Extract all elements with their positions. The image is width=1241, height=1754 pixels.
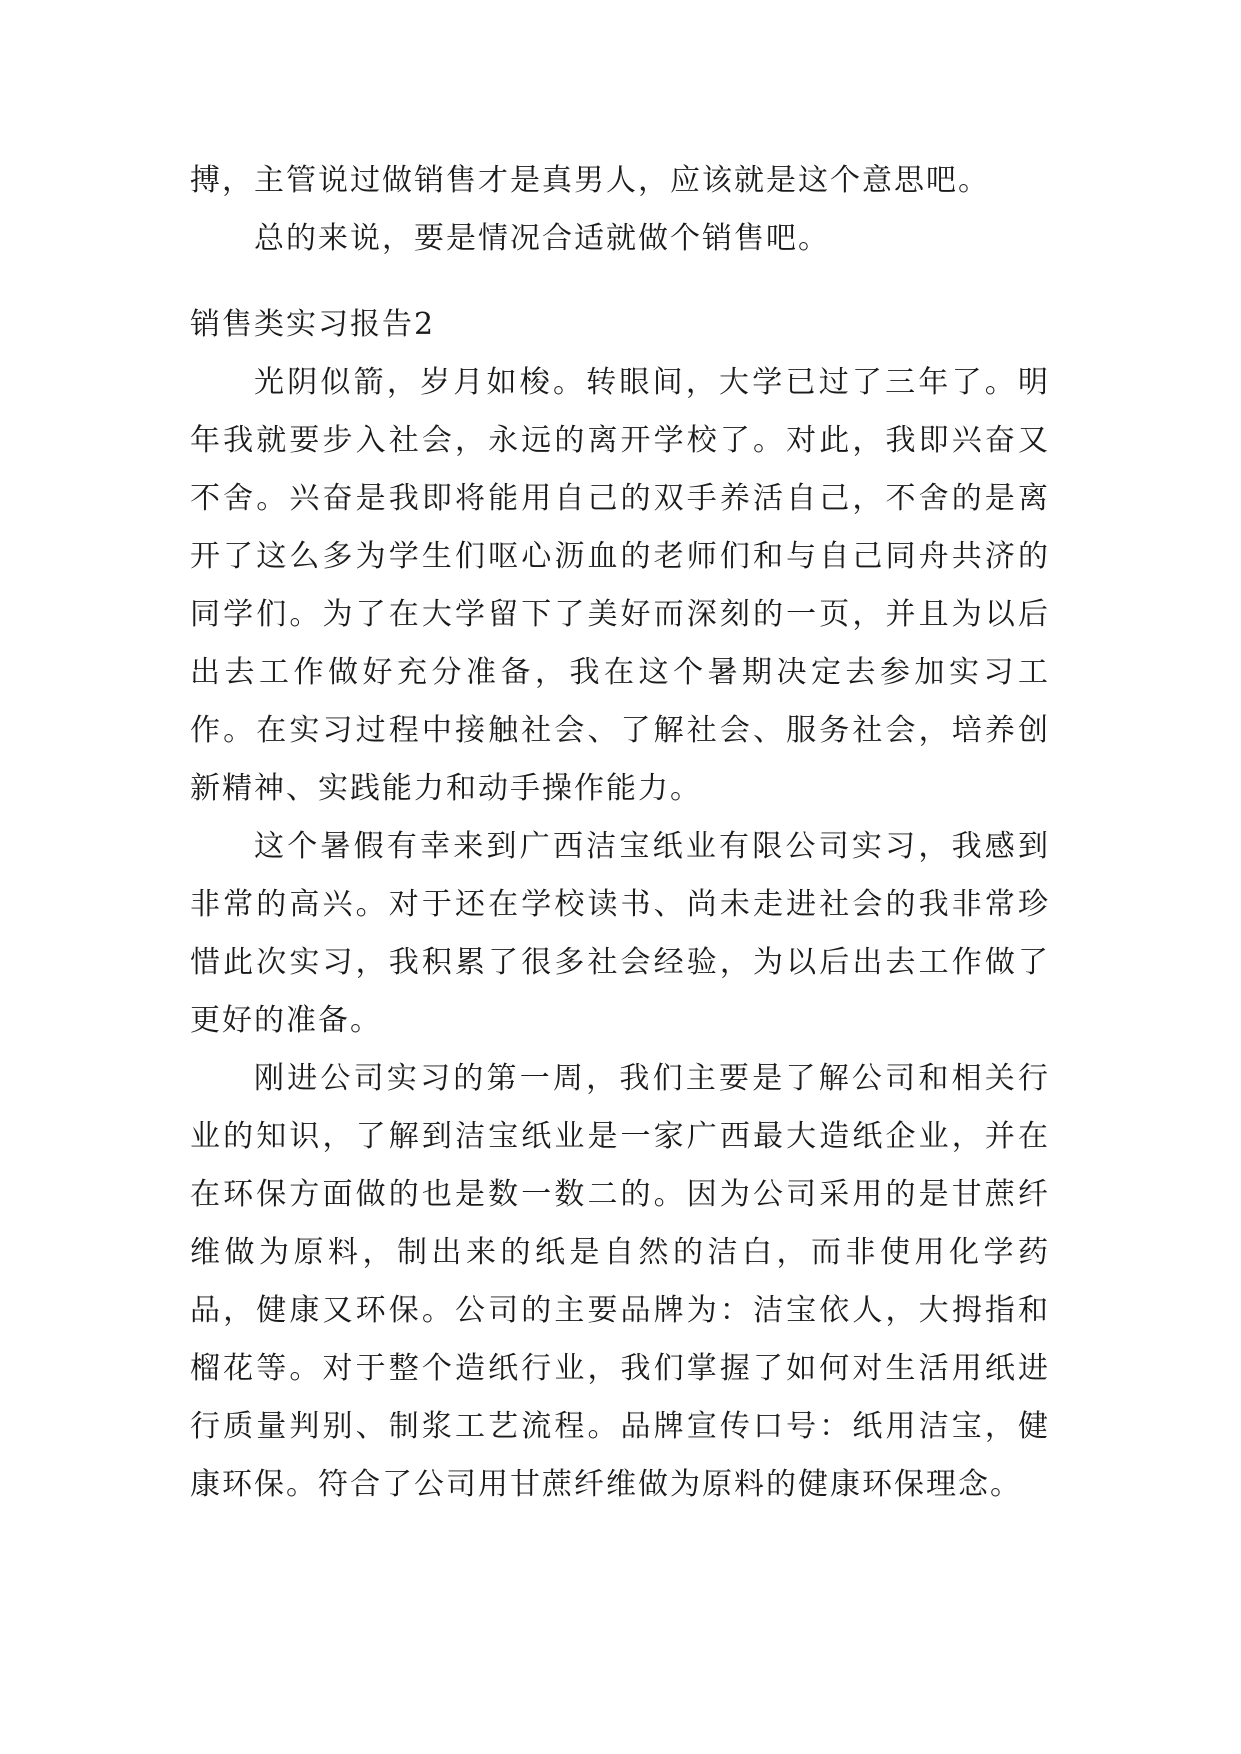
document-body-top (190, 152, 1050, 268)
document-body-section-2 (190, 296, 1050, 1514)
paragraph-summary: 总的来说，要是情况合适就做个销售吧。 (254, 221, 830, 256)
section-heading: 销售类实习报告2 (190, 307, 436, 342)
paragraph-closing-line: 搏，主管说过做销售才是真男人，应该就是这个意思吧。 (190, 163, 990, 198)
paragraph-internship: 这个暑假有幸来到广西洁宝纸业有限公司实习，我感到非常的高兴。对于还在学校读书、尚未走进社会的我非常珍惜此次实习，我积累了很多社会经验，为以后出去工作做了更好的准备。 (190, 829, 1050, 1038)
paragraph-first-week: 刚进公司实习的第一周，我们主要是了解公司和相关行业的知识，了解到洁宝纸业是一家广西最大造纸企业，并在在环保方面做的也是数一数二的。因为公司采用的是甘蔗纤维做为原料，制出来的纸是自然的洁白，而非使用化学药品，健康又环保。公司的主要品牌为：洁宝依人，大拇指和榴花等。对于整个造纸行业，我们掌握了如何对生活用纸进行质量判别、制浆工艺流程。品牌宣传口号：纸用洁宝，健康环保。符合了公司用甘蔗纤维做为原料的健康环保理念。 (190, 1061, 1050, 1502)
paragraph-intro: 光阴似箭，岁月如梭。转眼间，大学已过了三年了。明年我就要步入社会，永远的离开学校了。对此，我即兴奋又不舍。兴奋是我即将能用自己的双手养活自己，不舍的是离开了这么多为学生们呕心沥血的老师们和与自己同舟共济的同学们。为了在大学留下了美好而深刻的一页，并且为以后出去工作做好充分准备，我在这个暑期决定去参加实习工作。在实习过程中接触社会、了解社会、服务社会，培养创新精神、实践能力和动手操作能力。 (190, 365, 1050, 806)
